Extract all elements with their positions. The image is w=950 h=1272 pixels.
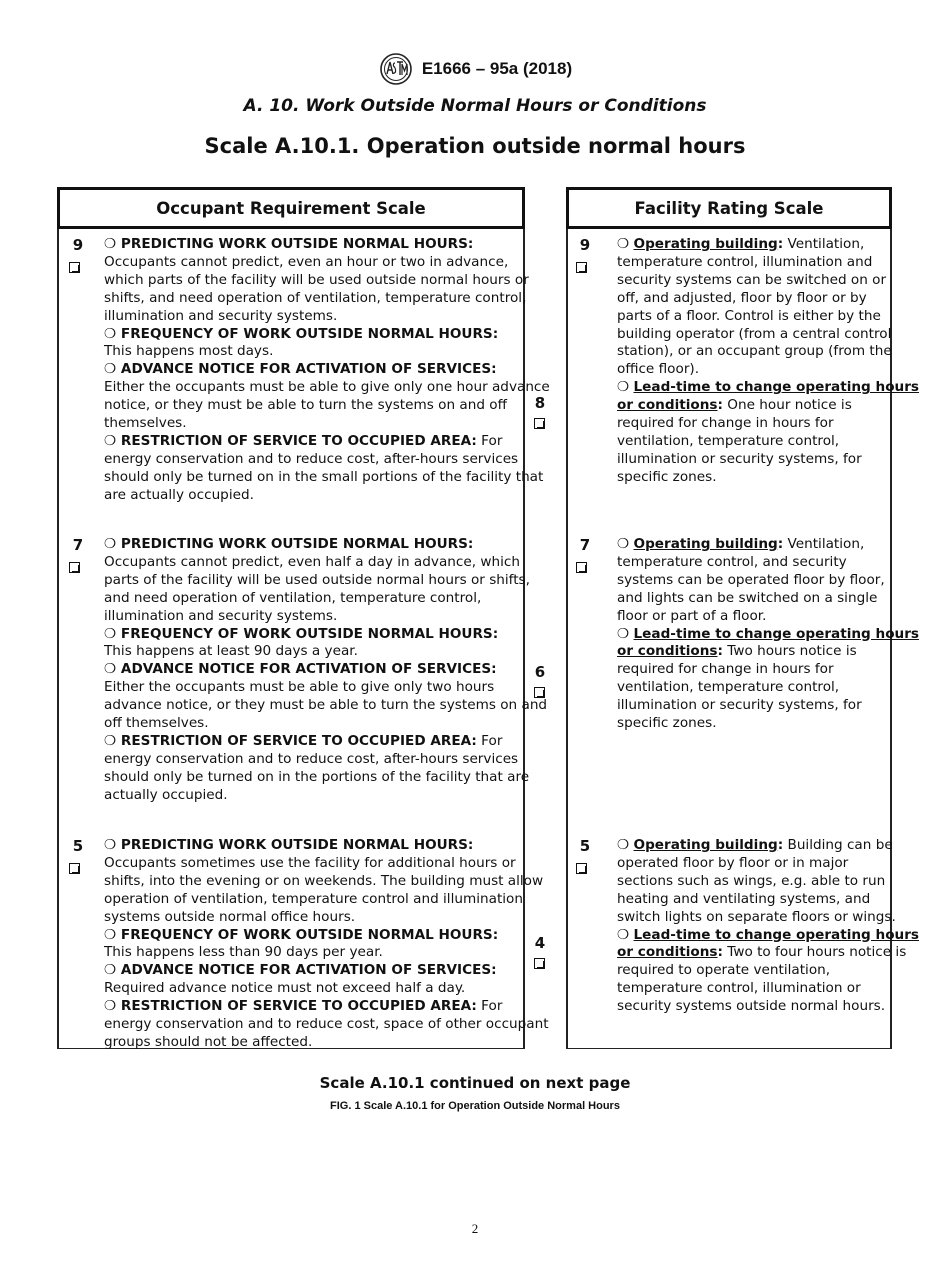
- bullet-marker: ❍: [617, 837, 634, 853]
- criterion-text: floor or part of a floor.: [617, 607, 767, 624]
- criterion-text: This happens less than 90 days per year.: [104, 944, 383, 961]
- text-line: [617, 397, 919, 415]
- criterion-text: illumination and security systems.: [104, 607, 338, 624]
- criterion-text: Occupants sometimes use the facility for additional hours or: [104, 854, 516, 871]
- text-line: [617, 679, 919, 697]
- text-line: [104, 697, 547, 715]
- criterion-heading: [634, 626, 920, 642]
- text-line: [617, 998, 919, 1016]
- text-line: [104, 927, 549, 945]
- criterion-text: For: [476, 732, 503, 749]
- text-line: [617, 715, 919, 733]
- text-line: [617, 272, 919, 290]
- text-line: [104, 855, 549, 873]
- criterion-text: systems can be operated floor by floor,: [617, 571, 885, 588]
- criterion-text: off themselves.: [104, 715, 209, 732]
- text-line: [617, 343, 919, 361]
- criterion-heading: ❍ ADVANCE NOTICE FOR ACTIVATION OF SERVICES:: [104, 661, 497, 678]
- text-line: [617, 927, 919, 945]
- right-level-9: [573, 236, 597, 273]
- criterion-heading: ❍ PREDICTING WORK OUTSIDE NORMAL HOURS:: [104, 837, 474, 853]
- text-line: [617, 469, 919, 487]
- criterion-text: specific zones.: [617, 468, 717, 485]
- text-line: [104, 272, 550, 290]
- text-line: [104, 469, 550, 487]
- checkbox-icon[interactable]: [576, 863, 587, 874]
- text-line: [617, 361, 919, 379]
- page-number: 2: [471, 1221, 479, 1236]
- criterion-heading: ❍ PREDICTING WORK OUTSIDE NORMAL HOURS:: [104, 536, 474, 552]
- criterion-text: security systems can be switched on or: [617, 271, 887, 288]
- criterion-text: systems outside normal office hours.: [104, 908, 356, 925]
- criterion-heading-underlined: Operating building: [633, 837, 778, 853]
- criterion-text: shifts, into the evening or on weekends. The building must allow: [104, 872, 544, 889]
- criterion-text: advance notice, or they must be able to turn the systems on and: [104, 697, 548, 714]
- criterion-heading-underlined: or conditions: [617, 643, 718, 660]
- criterion-colon: :: [777, 236, 784, 252]
- criterion-colon: :: [717, 944, 723, 961]
- checkbox-icon[interactable]: [576, 262, 587, 273]
- left-level-7-text: [104, 536, 547, 805]
- text-line: [104, 751, 547, 769]
- criterion-text: building operator (from a central control: [617, 325, 892, 342]
- checkbox-icon[interactable]: [534, 418, 545, 429]
- criterion-text: heating and ventilating systems, and: [617, 890, 871, 907]
- criterion-text: notice, or they must be able to turn the systems on and off: [104, 397, 507, 414]
- criterion-text: Either the occupants must be able to give only two hours: [104, 679, 495, 696]
- left-level-9: [66, 236, 90, 273]
- right-level-5: [573, 837, 597, 874]
- text-line: [617, 643, 919, 661]
- criterion-heading: ❍ ADVANCE NOTICE FOR ACTIVATION OF SERVICES:: [104, 962, 497, 979]
- scale-title: Scale A.10.1. Operation outside normal hours: [204, 134, 746, 158]
- text-line: [104, 715, 547, 733]
- criterion-heading: [617, 397, 718, 413]
- text-line: [617, 837, 919, 855]
- text-line: [104, 733, 547, 751]
- text-line: [617, 626, 919, 644]
- text-line: [104, 536, 547, 554]
- level-number: 9: [579, 236, 591, 254]
- criterion-heading-underlined: Lead-time to change operating hours: [633, 379, 920, 396]
- text-line: [104, 397, 550, 415]
- criterion-text: This happens at least 90 days a year.: [104, 643, 358, 660]
- criterion-text: operated floor by floor or in major: [617, 854, 849, 871]
- criterion-text: required for change in hours for: [617, 661, 834, 678]
- text-line: [104, 909, 549, 927]
- text-line: [617, 980, 919, 998]
- criterion-text: Required advance notice must not exceed half a day.: [104, 980, 466, 997]
- right-level-7: [573, 536, 597, 573]
- text-line: [617, 415, 919, 433]
- text-line: [617, 944, 919, 962]
- text-line: [104, 361, 550, 379]
- criterion-text: energy conservation and to reduce cost, after-hours services: [104, 750, 519, 767]
- criterion-text: Ventilation,: [783, 536, 865, 552]
- right-level-9-text: [617, 236, 919, 487]
- criterion-text: For: [476, 432, 503, 449]
- text-line: [617, 433, 919, 451]
- astm-logo-icon: [378, 52, 414, 86]
- criterion-text: which parts of the facility will be used outside normal hours or: [104, 271, 529, 288]
- criterion-heading: [617, 944, 718, 960]
- middle-level-4: [528, 934, 552, 969]
- text-line: [617, 290, 919, 308]
- text-line: [104, 661, 547, 679]
- checkbox-icon[interactable]: [69, 262, 80, 273]
- criterion-text: are actually occupied.: [104, 486, 254, 503]
- text-line: [617, 661, 919, 679]
- criterion-heading: ❍ ADVANCE NOTICE FOR ACTIVATION OF SERVICES:: [104, 361, 497, 378]
- criterion-text: Two hours notice is: [722, 643, 857, 660]
- level-number: 5: [579, 837, 591, 855]
- criterion-heading-underlined: or conditions: [617, 944, 718, 961]
- text-line: [104, 451, 550, 469]
- criterion-text: illumination and security systems.: [104, 307, 338, 324]
- bullet-marker: ❍: [617, 536, 634, 552]
- text-line: [617, 873, 919, 891]
- criterion-text: Ventilation,: [783, 236, 865, 252]
- checkbox-icon[interactable]: [69, 863, 80, 874]
- checkbox-icon[interactable]: [576, 562, 587, 573]
- level-number: 4: [534, 934, 546, 952]
- text-line: [104, 769, 547, 787]
- text-line: [104, 608, 547, 626]
- criterion-text: illumination or security systems, for: [617, 450, 862, 467]
- criterion-heading: [634, 536, 778, 552]
- text-line: [617, 379, 919, 397]
- criterion-text: groups should not be affected.: [104, 1033, 313, 1050]
- criterion-text: Two to four hours notice is: [722, 944, 907, 961]
- text-line: [104, 944, 549, 962]
- text-line: [104, 326, 550, 344]
- criterion-heading: [634, 837, 778, 853]
- criterion-heading-underlined: Operating building: [633, 236, 778, 252]
- criterion-text: should only be turned on in the small portions of the facility that: [104, 468, 544, 485]
- text-line: [617, 608, 919, 626]
- criterion-text: temperature control, illumination or: [617, 980, 861, 997]
- middle-level-8: [528, 394, 552, 429]
- criterion-text: and lights can be switched on a single: [617, 589, 878, 606]
- text-line: [104, 787, 547, 805]
- criterion-text: One hour notice is: [722, 397, 852, 414]
- criterion-heading-underlined: Lead-time to change operating hours: [633, 625, 920, 642]
- text-line: [104, 236, 550, 254]
- checkbox-icon[interactable]: [534, 958, 545, 969]
- left-level-7: [66, 536, 90, 573]
- left-level-9-text: [104, 236, 550, 505]
- text-line: [104, 379, 550, 397]
- text-line: [617, 554, 919, 572]
- criterion-text: parts of the facility will be used outside normal hours or shifts,: [104, 571, 530, 588]
- text-line: [104, 643, 547, 661]
- text-line: [617, 962, 919, 980]
- text-line: [104, 343, 550, 361]
- text-line: [617, 451, 919, 469]
- criterion-heading-underlined: Lead-time to change operating hours: [633, 926, 920, 943]
- text-line: [104, 891, 549, 909]
- criterion-text: operation of ventilation, temperature control and illumination: [104, 890, 523, 907]
- text-line: [104, 308, 550, 326]
- criterion-heading: [634, 236, 778, 252]
- criterion-text: For: [476, 998, 503, 1015]
- text-line: [617, 326, 919, 344]
- text-line: [104, 415, 550, 433]
- criterion-text: office floor).: [617, 361, 700, 378]
- text-line: [104, 433, 550, 451]
- text-line: [104, 590, 547, 608]
- middle-level-6: [528, 663, 552, 698]
- level-number: 9: [72, 236, 84, 254]
- criterion-text: Building can be: [783, 837, 893, 853]
- text-line: [104, 487, 550, 505]
- text-line: [104, 837, 549, 855]
- criterion-text: This happens most days.: [104, 343, 274, 360]
- right-level-7-text: [617, 536, 919, 733]
- criterion-text: station), or an occupant group (from the: [617, 343, 892, 360]
- continued-note: Scale A.10.1 continued on next page: [319, 1074, 631, 1092]
- criterion-heading: ❍ RESTRICTION OF SERVICE TO OCCUPIED AREA:: [104, 732, 477, 749]
- criterion-text: specific zones.: [617, 715, 717, 732]
- bullet-marker: ❍: [617, 625, 634, 642]
- criterion-text: required for change in hours for: [617, 415, 834, 432]
- text-line: [104, 980, 549, 998]
- section-title: A. 10. Work Outside Normal Hours or Conditions: [243, 96, 707, 116]
- text-line: [104, 554, 547, 572]
- criterion-heading: [634, 379, 920, 395]
- criterion-text: should only be turned on in the portions of the facility that are: [104, 768, 530, 785]
- criterion-text: ventilation, temperature control,: [617, 432, 840, 449]
- bullet-marker: ❍: [617, 379, 634, 396]
- criterion-text: Either the occupants must be able to give only one hour advance: [104, 379, 550, 396]
- text-line: [617, 697, 919, 715]
- bullet-marker: ❍: [617, 926, 634, 943]
- criterion-heading: [634, 927, 920, 943]
- bullet-marker: ❍: [617, 236, 634, 252]
- criterion-text: energy conservation and to reduce cost, space of other occupant: [104, 1016, 549, 1033]
- criterion-text: security systems outside normal hours.: [617, 998, 886, 1015]
- document-header: [0, 52, 950, 86]
- occupant-requirement-heading: Occupant Requirement Scale: [57, 187, 525, 229]
- criterion-colon: :: [777, 837, 784, 853]
- criterion-heading: ❍ RESTRICTION OF SERVICE TO OCCUPIED AREA:: [104, 432, 477, 449]
- criterion-text: Occupants cannot predict, even an hour or two in advance,: [104, 253, 509, 270]
- text-line: [104, 572, 547, 590]
- checkbox-icon[interactable]: [534, 687, 545, 698]
- criterion-heading: [617, 643, 718, 659]
- criterion-text: and need operation of ventilation, temperature control,: [104, 589, 482, 606]
- criterion-text: off, and adjusted, floor by floor or by: [617, 289, 867, 306]
- text-line: [617, 891, 919, 909]
- text-line: [617, 590, 919, 608]
- criterion-colon: :: [717, 643, 723, 660]
- criterion-colon: :: [777, 536, 784, 552]
- text-line: [104, 254, 550, 272]
- criterion-text: parts of a floor. Control is either by the: [617, 307, 881, 324]
- text-line: [104, 998, 549, 1016]
- level-number: 8: [534, 394, 546, 412]
- document-designation: E1666 – 95a (2018): [421, 59, 573, 78]
- right-level-5-text: [617, 837, 919, 1016]
- left-level-5-text: [104, 837, 549, 1052]
- criterion-heading: ❍ FREQUENCY OF WORK OUTSIDE NORMAL HOURS:: [104, 625, 499, 642]
- criterion-text: ventilation, temperature control,: [617, 679, 840, 696]
- criterion-heading-underlined: Operating building: [633, 536, 778, 552]
- text-line: [104, 290, 550, 308]
- level-number: 7: [579, 536, 591, 554]
- text-line: [617, 308, 919, 326]
- criterion-text: actually occupied.: [104, 786, 228, 803]
- figure-caption: FIG. 1 Scale A.10.1 for Operation Outside Normal Hours: [330, 1100, 620, 1112]
- criterion-text: sections such as wings, e.g. able to run: [617, 872, 886, 889]
- text-line: [104, 962, 549, 980]
- criterion-text: shifts, and need operation of ventilation, temperature control,: [104, 289, 527, 306]
- criterion-text: energy conservation and to reduce cost, after-hours services: [104, 450, 519, 467]
- level-number: 7: [72, 536, 84, 554]
- criterion-text: illumination or security systems, for: [617, 697, 862, 714]
- criterion-heading: ❍ RESTRICTION OF SERVICE TO OCCUPIED AREA:: [104, 998, 477, 1015]
- text-line: [104, 626, 547, 644]
- criterion-heading: ❍ FREQUENCY OF WORK OUTSIDE NORMAL HOURS:: [104, 325, 499, 342]
- text-line: [104, 1034, 549, 1052]
- criterion-heading: ❍ FREQUENCY OF WORK OUTSIDE NORMAL HOURS:: [104, 926, 499, 943]
- criterion-text: themselves.: [104, 415, 187, 432]
- criterion-text: Occupants cannot predict, even half a day in advance, which: [104, 553, 520, 570]
- text-line: [617, 536, 919, 554]
- criterion-heading-underlined: or conditions: [617, 397, 718, 414]
- criterion-text: required to operate ventilation,: [617, 962, 831, 979]
- criterion-text: switch lights on separate floors or wings.: [617, 908, 896, 925]
- text-line: [617, 236, 919, 254]
- left-level-5: [66, 837, 90, 874]
- criterion-text: temperature control, illumination and: [617, 253, 873, 270]
- text-line: [617, 254, 919, 272]
- text-line: [104, 1016, 549, 1034]
- text-line: [104, 679, 547, 697]
- facility-rating-heading: Facility Rating Scale: [566, 187, 892, 229]
- text-line: [617, 855, 919, 873]
- level-number: 5: [72, 837, 84, 855]
- criterion-colon: :: [717, 397, 723, 414]
- criterion-text: temperature control, and security: [617, 553, 847, 570]
- level-number: 6: [534, 663, 546, 681]
- text-line: [104, 873, 549, 891]
- text-line: [617, 909, 919, 927]
- text-line: [617, 572, 919, 590]
- checkbox-icon[interactable]: [69, 562, 80, 573]
- criterion-heading: ❍ PREDICTING WORK OUTSIDE NORMAL HOURS:: [104, 236, 474, 252]
